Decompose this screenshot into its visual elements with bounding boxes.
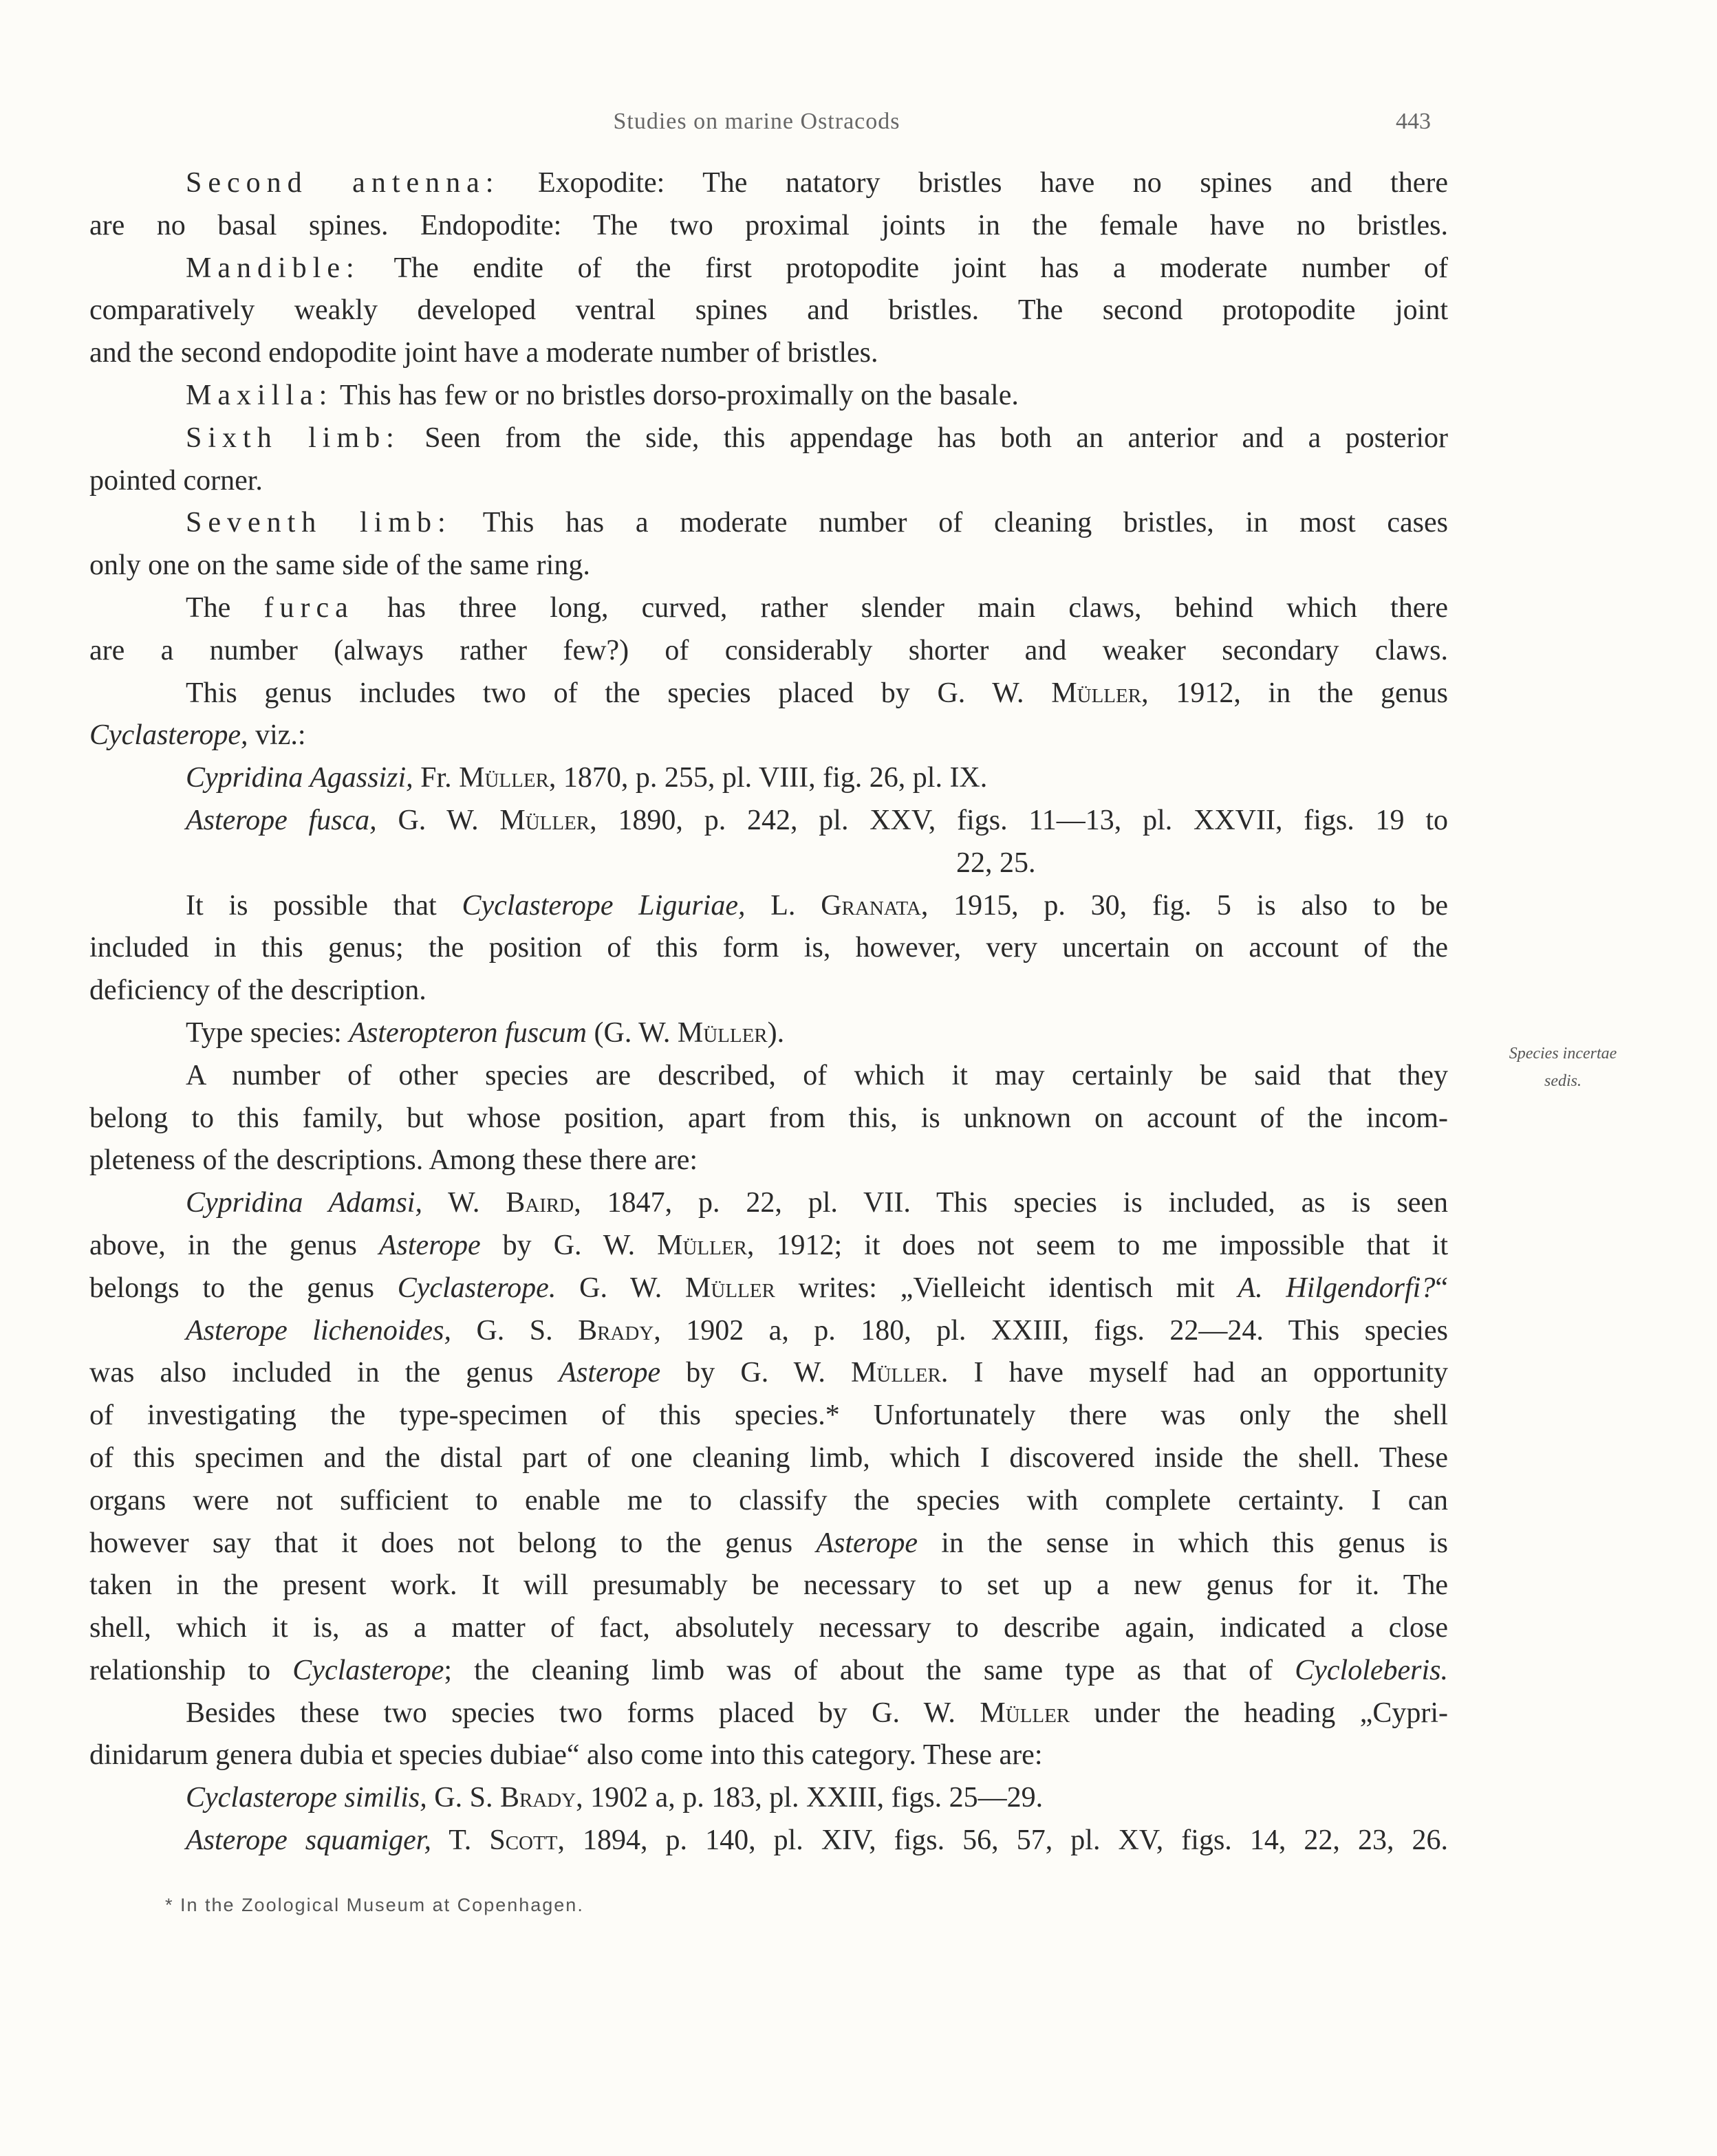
- text-line: [89, 1692, 1448, 1735]
- text-line: [89, 1437, 1448, 1480]
- text-segment: writes: „Vielleicht identisch mit: [775, 1272, 1238, 1304]
- italic-term: Cyclasterope similis,: [186, 1782, 427, 1814]
- text-segment: G. S.: [426, 1782, 500, 1814]
- text-segment: of this specimen and the distal part of one cleaning limb, which I discovered inside the shell. These: [89, 1441, 1448, 1474]
- running-title: Studies on marine Ostracods: [613, 109, 900, 134]
- text-line: [89, 1607, 1448, 1650]
- text-line: [89, 1310, 1448, 1353]
- text-segment: above, in the genus: [89, 1229, 379, 1261]
- text-segment: Besides these two species two forms placed by G. W.: [186, 1697, 980, 1729]
- text-line: [89, 460, 1448, 503]
- text-segment: viz.:: [248, 719, 306, 752]
- text-segment: G. W.: [376, 804, 500, 836]
- text-segment: dinidarum genera dubia et species dubiae“ also come into this category. These are:: [89, 1739, 1043, 1772]
- margin-note-line: sedis.: [1544, 1072, 1581, 1090]
- text-segment: relationship to: [89, 1654, 293, 1686]
- text-line: [89, 1267, 1448, 1310]
- spaced-heading: furca: [263, 591, 354, 624]
- text-line: [89, 162, 1448, 205]
- text-line: [89, 1650, 1448, 1692]
- text-segment: , 1915, p. 30, fig. 5 is also to be: [920, 889, 1449, 922]
- author-name: Brady: [578, 1314, 654, 1347]
- text-line: [89, 842, 1448, 885]
- text-segment: Type species:: [186, 1016, 349, 1049]
- italic-term: Cyclasterope,: [89, 719, 248, 752]
- author-name: Brady: [499, 1782, 576, 1814]
- text-segment: taken in the present work. It will presumably be necessary to set up a new genus for it. The: [89, 1569, 1448, 1602]
- text-segment: pleteness of the descriptions. Among these there are:: [89, 1144, 698, 1177]
- text-segment: , 1912, in the genus: [1141, 677, 1449, 709]
- text-segment: under the heading „Cypri-: [1070, 1697, 1448, 1729]
- text-line: [89, 1352, 1448, 1395]
- text-segment: , 1870, p. 255, pl. VIII, fig. 26, pl. IX.: [548, 762, 988, 794]
- text-line: [89, 1098, 1448, 1140]
- author-name: Müller: [980, 1697, 1070, 1729]
- text-line: [89, 1140, 1448, 1182]
- text-segment: , 1902 a, p. 180, pl. XXIII, figs. 22—24. This species: [654, 1314, 1448, 1347]
- italic-term: Asterope: [559, 1357, 661, 1389]
- margin-note: [1487, 1040, 1639, 1095]
- text-segment: L.: [745, 889, 821, 922]
- text-segment: are no basal spines. Endopodite: The two proximal joints in the female have no bristles.: [89, 209, 1448, 241]
- text-segment: by G. W.: [660, 1357, 852, 1389]
- page-header: [83, 109, 1431, 143]
- text-segment: , 1847, p. 22, pl. VII. This species is included, as is seen: [574, 1187, 1448, 1219]
- text-segment: shell, which it is, as a matter of fact, absolutely necessary to describe again, indicated a close: [89, 1612, 1448, 1644]
- author-name: Scott: [489, 1825, 558, 1857]
- spaced-heading: Mandible:: [186, 252, 360, 284]
- text-segment: has three long, curved, rather slender main claws, behind which there: [354, 591, 1448, 624]
- text-segment: This has a moderate number of cleaning bristles, in most cases: [451, 507, 1448, 539]
- spaced-heading: Sixth limb:: [186, 422, 400, 454]
- text-segment: , 1902 a, p. 183, pl. XXIII, figs. 25—29.: [576, 1782, 1044, 1814]
- text-line: [89, 1523, 1448, 1565]
- text-segment: It is possible that: [186, 889, 462, 922]
- italic-term: A. Hilgendorfi?: [1238, 1272, 1436, 1304]
- italic-term: Cycloleberis.: [1295, 1654, 1449, 1686]
- text-segment: This genus includes two of the species placed by G. W.: [186, 677, 1052, 709]
- text-line: [89, 1565, 1448, 1607]
- text-segment: by G. W.: [480, 1229, 658, 1261]
- text-segment: , 1912; it does not seem to me impossible that it: [746, 1229, 1449, 1261]
- spaced-heading: Second antenna:: [186, 167, 500, 199]
- spaced-heading: Seventh limb:: [186, 507, 452, 539]
- text-segment: , 1894, p. 140, pl. XIV, figs. 56, 57, pl. XV, figs. 14, 22, 23, 26.: [557, 1825, 1448, 1857]
- text-segment: Exopodite: The natatory bristles have no spines and there: [499, 167, 1448, 199]
- text-segment: W.: [422, 1187, 506, 1219]
- margin-note-line: Species incertae: [1509, 1045, 1617, 1063]
- text-line: [89, 715, 1448, 757]
- text-segment: G. S.: [451, 1314, 579, 1347]
- author-name: Müller: [851, 1357, 941, 1389]
- text-line: [89, 1395, 1448, 1437]
- author-name: Müller: [677, 1016, 768, 1049]
- body-text: [89, 162, 1448, 1862]
- text-segment: The endite of the first protopodite joint has a moderate number of: [360, 252, 1448, 284]
- text-line: [89, 1225, 1448, 1267]
- text-segment: 22, 25.: [956, 847, 1036, 879]
- text-segment: The: [186, 591, 264, 624]
- author-name: Granata: [821, 889, 921, 922]
- text-line: [89, 375, 1448, 417]
- text-segment: included in this genus; the position of this form is, however, very uncertain on account of the: [89, 932, 1448, 964]
- text-line: [89, 205, 1448, 248]
- text-segment: T.: [431, 1825, 490, 1857]
- author-name: Müller: [1051, 677, 1142, 709]
- text-line: [89, 248, 1448, 290]
- italic-term: Asterope: [816, 1527, 918, 1559]
- text-line: [89, 417, 1448, 460]
- italic-term: Cyclasterope Liguriae,: [462, 889, 746, 922]
- text-line: [89, 502, 1448, 545]
- text-segment: comparatively weakly developed ventral spines and bristles. The second protopodite joint: [89, 294, 1448, 327]
- italic-term: Asterope fusca,: [186, 804, 377, 836]
- spaced-heading: Maxilla:: [186, 379, 334, 411]
- text-line: [89, 757, 1448, 800]
- text-line: [89, 290, 1448, 332]
- italic-term: Asterope squamiger,: [186, 1825, 431, 1857]
- italic-term: Cypridina Adamsi,: [186, 1187, 422, 1219]
- text-segment: A number of other species are described, of which it may certainly be said that they: [186, 1059, 1448, 1091]
- text-line: [89, 587, 1448, 630]
- text-segment: deficiency of the description.: [89, 974, 426, 1007]
- author-name: Müller: [459, 762, 549, 794]
- text-line: [89, 630, 1448, 673]
- italic-term: Cypridina Agassizi,: [186, 762, 413, 794]
- text-line: [89, 545, 1448, 587]
- text-line: [89, 1777, 1448, 1820]
- text-segment: are a number (always rather few?) of considerably shorter and weaker secondary claws.: [89, 634, 1448, 666]
- text-segment: This has few or no bristles dorso-proximally on the basale.: [333, 379, 1019, 411]
- text-line: [89, 800, 1448, 842]
- italic-term: Asterope lichenoides,: [186, 1314, 451, 1347]
- text-line: [89, 673, 1448, 715]
- text-line: [89, 1055, 1448, 1098]
- text-segment: Seen from the side, this appendage has both an anterior and a posterior: [400, 422, 1448, 454]
- italic-term: Cyclasterope: [292, 1654, 444, 1686]
- text-segment: (G. W.: [587, 1016, 678, 1049]
- text-segment: belong to this family, but whose position, apart from this, is unknown on account of the incom-: [89, 1102, 1448, 1134]
- text-segment: however say that it does not belong to the genus: [89, 1527, 817, 1559]
- text-segment: G. W.: [556, 1272, 686, 1304]
- text-line: [89, 1182, 1448, 1225]
- author-name: Müller: [685, 1272, 775, 1304]
- text-segment: , 1890, p. 242, pl. XXV, figs. 11—13, pl. XXVII, figs. 19 to: [590, 804, 1448, 836]
- author-name: Müller: [499, 804, 590, 836]
- text-line: [89, 332, 1448, 375]
- text-line: [89, 927, 1448, 970]
- text-segment: “: [1435, 1272, 1449, 1304]
- text-segment: of investigating the type-specimen of this species.* Unfortunately there was only the shell: [89, 1400, 1448, 1432]
- text-segment: and the second endopodite joint have a moderate number of bristles.: [89, 337, 878, 369]
- text-segment: in the sense in which this genus is: [918, 1527, 1448, 1559]
- text-line: [89, 1820, 1448, 1862]
- text-segment: only one on the same side of the same ring.: [89, 549, 590, 582]
- text-segment: pointed corner.: [89, 464, 263, 497]
- text-line: [89, 885, 1448, 928]
- text-line: [89, 1480, 1448, 1523]
- italic-term: Cyclasterope.: [397, 1272, 557, 1304]
- text-segment: ; the cleaning limb was of about the same type as that of: [444, 1654, 1295, 1686]
- italic-term: Asteropteron fuscum: [349, 1016, 587, 1049]
- author-name: Müller: [657, 1229, 747, 1261]
- text-line: [89, 1734, 1448, 1777]
- page-number: 443: [1396, 109, 1431, 134]
- text-segment: organs were not sufficient to enable me to classify the species with complete certainty. I can: [89, 1484, 1448, 1516]
- text-segment: Fr.: [413, 762, 460, 794]
- text-line: [89, 970, 1448, 1012]
- text-segment: . I have myself had an opportunity: [940, 1357, 1449, 1389]
- text-line: [89, 1012, 1448, 1055]
- text-segment: ).: [767, 1016, 785, 1049]
- author-name: Baird: [506, 1187, 574, 1219]
- footnote: * In the Zoological Museum at Copenhagen.: [165, 1895, 584, 1915]
- text-segment: belongs to the genus: [89, 1272, 398, 1304]
- text-segment: was also included in the genus: [89, 1357, 559, 1389]
- italic-term: Asterope: [378, 1229, 481, 1261]
